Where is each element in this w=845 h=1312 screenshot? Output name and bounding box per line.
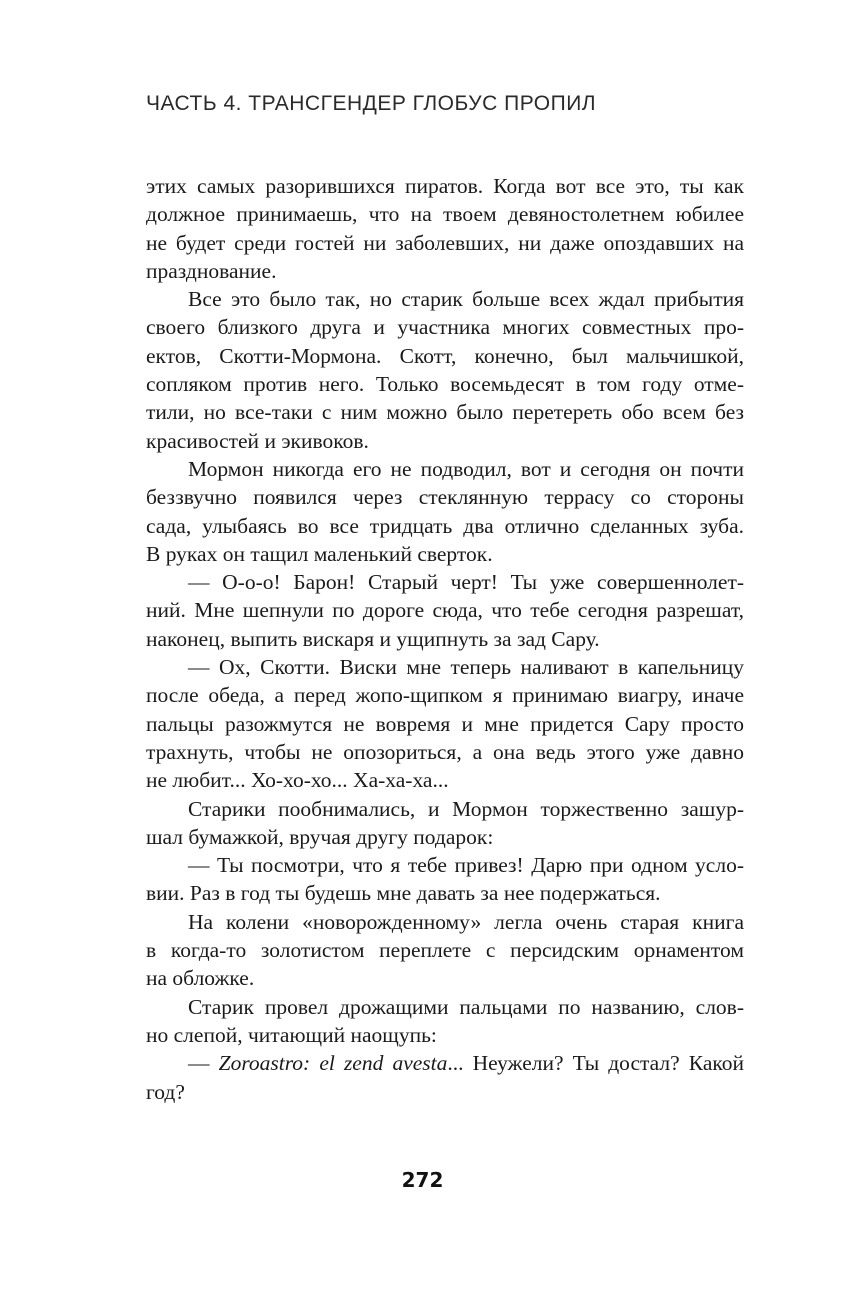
text-line: сопляком против него. Только восемьдесят в том году отме- [146, 372, 744, 397]
text-line: — О-о-о! Барон! Старый черт! Ты уже совершеннолет- [188, 570, 744, 595]
text-lines [146, 172, 744, 1049]
text-line: тили, но все-таки с ним можно было перетереть обо всем без [146, 400, 744, 425]
body-text [146, 172, 744, 1106]
text-line: Старик провел дрожащими пальцами по названию, слов- [188, 994, 744, 1019]
page-number: 272 [401, 1168, 444, 1192]
text-line: красивостей и экивоков. [146, 428, 369, 453]
text-line: не будет среди гостей ни заболевших, ни даже опоздавших на [146, 230, 744, 255]
text-line: трахнуть, чтобы не опозориться, а она ведь этого уже давно [146, 739, 744, 764]
text-line: этих самых разорившихся пиратов. Когда вот все это, ты как [146, 174, 744, 198]
text-line: после обеда, а перед жопо-щипком я принимаю виагру, иначе [146, 683, 744, 708]
text-line: должное принимаешь, что на твоем девяностолетнем юбилее [146, 202, 744, 227]
text-line: пальцы разожмутся не вовремя и мне придется Сару просто [146, 711, 744, 736]
text-line: На колени «новорожденному» легла очень старая книга [188, 909, 744, 934]
quote-line [146, 1049, 744, 1077]
text-line: своего близкого друга и участника многих совместных про- [146, 315, 744, 340]
text-line: — Ох, Скотти. Виски мне теперь наливают в капельницу [188, 655, 744, 680]
text-line: беззвучно появился через стеклянную террасу со стороны [146, 485, 744, 510]
text-line: сада, улыбаясь во все тридцать два отлично сделанных зуба. [146, 513, 744, 538]
book-title-italic: Zoroastro: el zend avesta [218, 1051, 448, 1076]
text-line: ектов, Скотти-Мормона. Скотт, конечно, был мальчишкой, [146, 343, 744, 368]
final-line: год? [146, 1079, 185, 1104]
text-line: на обложке. [146, 966, 255, 991]
text-line: Все это было так, но старик больше всех ждал прибытия [188, 287, 744, 312]
text-line: не любит... Хо-хо-хо... Ха-ха-ха... [146, 768, 449, 793]
running-head: ЧАСТЬ 4. ТРАНСГЕНДЕР ГЛОБУС ПРОПИЛ [146, 92, 597, 115]
text-line: но слепой, читающий наощупь: [146, 1022, 437, 1047]
text-line: ний. Мне шепнули по дороге сюда, что тебе сегодня разрешат, [146, 598, 744, 623]
quote-dash: — [188, 1051, 219, 1076]
text-line: в когда-то золотистом переплете с персидским орнаментом [146, 938, 744, 963]
text-line: вии. Раз в год ты будешь мне давать за нее подержаться. [146, 881, 661, 906]
text-line: Мормон никогда его не подводил, вот и сегодня он почти [188, 456, 744, 481]
text-line: В руках он тащил маленький сверток. [146, 541, 493, 566]
text-line: шал бумажкой, вручая другу подарок: [146, 824, 494, 849]
text-line: — Ты посмотри, что я тебе привез! Дарю при одном усло- [188, 853, 744, 878]
text-line: наконец, выпить вискаря и ущипнуть за зад Сару. [146, 626, 600, 651]
quote-rest: ... Неужели? Ты достал? Какой [447, 1051, 744, 1076]
text-line: празднование. [146, 258, 277, 283]
text-line: Старики пообнимались, и Мормон торжественно зашур- [188, 796, 744, 821]
